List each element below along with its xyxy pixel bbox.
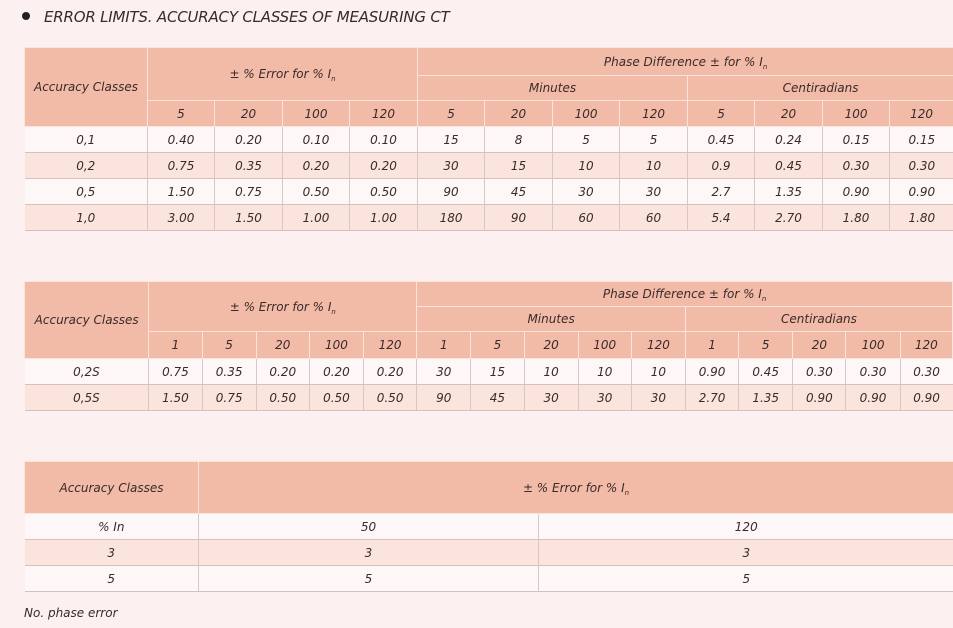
value-cell: 0.20 xyxy=(364,359,417,385)
value-cell: 0.9 xyxy=(688,153,755,179)
value-cell: 0.20 xyxy=(309,359,363,385)
phase-difference-header: Phase Difference ± for % $I_n$ xyxy=(417,282,953,307)
value-cell: 0.15 xyxy=(890,127,953,153)
table-row xyxy=(25,359,953,385)
value-cell: 0.15 xyxy=(823,127,890,153)
value-cell: 10 xyxy=(524,359,578,385)
class-cell: 1,0 xyxy=(25,205,148,231)
column-header: 120 xyxy=(631,332,685,359)
value-cell: 10 xyxy=(631,359,685,385)
value-cell: 1.80 xyxy=(890,205,953,231)
column-header: 5 xyxy=(418,101,485,127)
accuracy-table-2 xyxy=(24,281,953,411)
value-cell: 0.50 xyxy=(309,385,363,411)
value-cell: 15 xyxy=(471,359,524,385)
class-cell: 0,2S xyxy=(25,359,149,385)
column-header: 20 xyxy=(755,101,823,127)
column-header: 100 xyxy=(578,332,631,359)
footnote: No. phase error xyxy=(24,606,118,620)
column-header: 100 xyxy=(309,332,363,359)
value-cell: 45 xyxy=(471,385,524,411)
value-cell: 3 xyxy=(539,540,953,566)
value-cell: 1.35 xyxy=(739,385,793,411)
table-row xyxy=(25,385,953,411)
value-cell: 0.20 xyxy=(215,127,283,153)
column-header: 5 xyxy=(148,101,215,127)
column-header: 1 xyxy=(685,332,738,359)
table-row xyxy=(25,179,953,205)
value-cell: 3.00 xyxy=(148,205,215,231)
value-cell: 0.50 xyxy=(364,385,417,411)
value-cell: 90 xyxy=(485,205,553,231)
column-header: 20 xyxy=(215,101,283,127)
value-cell: 5 xyxy=(553,127,620,153)
centiradians-header: Centiradians xyxy=(685,307,952,332)
value-cell: 15 xyxy=(485,153,553,179)
value-cell: 0.90 xyxy=(685,359,738,385)
column-header: 120 xyxy=(620,101,688,127)
value-cell: 5.4 xyxy=(688,205,755,231)
column-header: 100 xyxy=(283,101,350,127)
column-header: 5 xyxy=(202,332,256,359)
value-cell: 0.10 xyxy=(350,127,418,153)
value-cell: 120 xyxy=(539,514,953,540)
value-cell: 2.70 xyxy=(755,205,823,231)
value-cell: 30 xyxy=(578,385,631,411)
value-cell: 30 xyxy=(524,385,578,411)
value-cell: 1.00 xyxy=(283,205,350,231)
value-cell: 50 xyxy=(199,514,539,540)
value-cell: 90 xyxy=(418,179,485,205)
value-cell: 10 xyxy=(553,153,620,179)
value-cell: 0.45 xyxy=(755,153,823,179)
class-cell: 3 xyxy=(25,540,199,566)
table-row xyxy=(25,514,953,540)
value-cell: 30 xyxy=(417,359,471,385)
bullet-icon xyxy=(22,12,30,20)
column-header: 100 xyxy=(553,101,620,127)
value-cell: 0.90 xyxy=(823,179,890,205)
value-cell: 0.75 xyxy=(215,179,283,205)
value-cell: 3 xyxy=(199,540,539,566)
page-title: ERROR LIMITS. ACCURACY CLASSES OF MEASURING CT xyxy=(22,8,450,26)
value-cell: 2.70 xyxy=(685,385,738,411)
class-cell: 5 xyxy=(25,566,199,592)
table-row xyxy=(25,540,953,566)
column-header: 20 xyxy=(793,332,846,359)
accuracy-table-1 xyxy=(24,47,953,231)
value-cell: 0.90 xyxy=(846,385,900,411)
value-cell: 0.20 xyxy=(283,153,350,179)
column-header: 1 xyxy=(149,332,202,359)
value-cell: 0.20 xyxy=(256,359,309,385)
class-cell: 0,1 xyxy=(25,127,148,153)
value-cell: 1.50 xyxy=(215,205,283,231)
accuracy-classes-header: Accuracy Classes xyxy=(25,48,148,127)
value-cell: 5 xyxy=(199,566,539,592)
value-cell: 0.10 xyxy=(283,127,350,153)
class-cell: 0,5 xyxy=(25,179,148,205)
value-cell: 1.50 xyxy=(148,179,215,205)
value-cell: 180 xyxy=(418,205,485,231)
column-header: 5 xyxy=(688,101,755,127)
value-cell: 1.35 xyxy=(755,179,823,205)
value-cell: 0.50 xyxy=(350,179,418,205)
table-row xyxy=(25,127,953,153)
column-header: 20 xyxy=(256,332,309,359)
value-cell: 0.20 xyxy=(350,153,418,179)
column-header: 5 xyxy=(739,332,793,359)
value-cell: 30 xyxy=(553,179,620,205)
error-header: ± % Error for % $I_n$ xyxy=(199,462,953,514)
value-cell: 30 xyxy=(620,179,688,205)
value-cell: 0.30 xyxy=(846,359,900,385)
table-row xyxy=(25,205,953,231)
accuracy-classes-header: Accuracy Classes xyxy=(25,462,199,514)
value-cell: 0.35 xyxy=(202,359,256,385)
value-cell: 5 xyxy=(539,566,953,592)
column-header: 5 xyxy=(471,332,524,359)
value-cell: 45 xyxy=(485,179,553,205)
accuracy-table-3 xyxy=(24,461,953,592)
value-cell: 0.40 xyxy=(148,127,215,153)
value-cell: 0.90 xyxy=(890,179,953,205)
column-header: 100 xyxy=(846,332,900,359)
column-header: 120 xyxy=(900,332,952,359)
value-cell: 2.7 xyxy=(688,179,755,205)
class-cell: % In xyxy=(25,514,199,540)
centiradians-header: Centiradians xyxy=(688,76,953,101)
minutes-header: Minutes xyxy=(418,76,688,101)
class-cell: 0,2 xyxy=(25,153,148,179)
value-cell: 1.80 xyxy=(823,205,890,231)
value-cell: 60 xyxy=(620,205,688,231)
table-row xyxy=(25,153,953,179)
value-cell: 30 xyxy=(631,385,685,411)
column-header: 100 xyxy=(823,101,890,127)
value-cell: 30 xyxy=(418,153,485,179)
class-cell: 0,5S xyxy=(25,385,149,411)
value-cell: 10 xyxy=(620,153,688,179)
value-cell: 0.90 xyxy=(793,385,846,411)
minutes-header: Minutes xyxy=(417,307,686,332)
value-cell: 0.30 xyxy=(793,359,846,385)
column-header: 120 xyxy=(890,101,953,127)
value-cell: 0.50 xyxy=(283,179,350,205)
value-cell: 0.45 xyxy=(739,359,793,385)
value-cell: 0.75 xyxy=(148,153,215,179)
value-cell: 0.30 xyxy=(900,359,952,385)
value-cell: 0.45 xyxy=(688,127,755,153)
value-cell: 0.30 xyxy=(823,153,890,179)
value-cell: 0.50 xyxy=(256,385,309,411)
accuracy-classes-header: Accuracy Classes xyxy=(25,282,149,359)
value-cell: 1.50 xyxy=(149,385,202,411)
column-header: 20 xyxy=(485,101,553,127)
column-header: 20 xyxy=(524,332,578,359)
value-cell: 90 xyxy=(417,385,471,411)
value-cell: 0.30 xyxy=(890,153,953,179)
phase-difference-header: Phase Difference ± for % $I_n$ xyxy=(418,48,953,76)
value-cell: 0.75 xyxy=(149,359,202,385)
value-cell: 5 xyxy=(620,127,688,153)
error-header: ± % Error for % $I_n$ xyxy=(149,282,417,332)
value-cell: 15 xyxy=(418,127,485,153)
value-cell: 0.90 xyxy=(900,385,952,411)
error-header: ± % Error for % $I_n$ xyxy=(148,48,418,101)
value-cell: 8 xyxy=(485,127,553,153)
column-header: 120 xyxy=(350,101,418,127)
value-cell: 60 xyxy=(553,205,620,231)
column-header: 120 xyxy=(364,332,417,359)
value-cell: 10 xyxy=(578,359,631,385)
value-cell: 1.00 xyxy=(350,205,418,231)
value-cell: 0.35 xyxy=(215,153,283,179)
column-header: 1 xyxy=(417,332,471,359)
table-row xyxy=(25,566,953,592)
value-cell: 0.75 xyxy=(202,385,256,411)
value-cell: 0.24 xyxy=(755,127,823,153)
